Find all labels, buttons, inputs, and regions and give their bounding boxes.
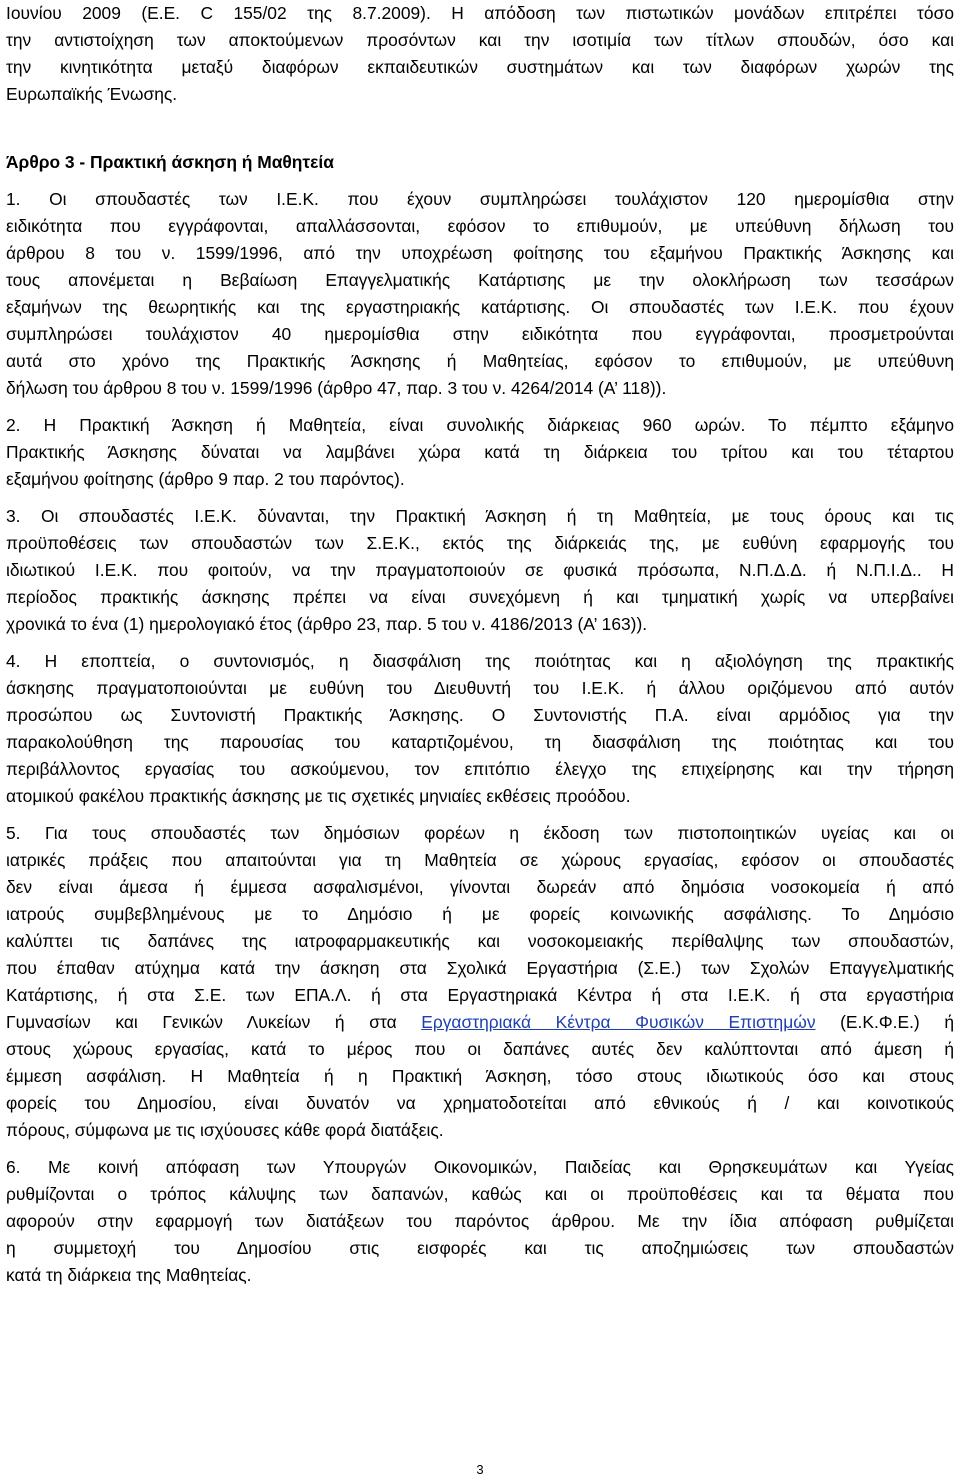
- text-line: πόρους, σύμφωνα με τις ισχύουσες κάθε φορά διατάξεις.: [6, 1120, 444, 1140]
- text-line: την αντιστοίχηση των αποκτούμενων προσόντων και την ισοτιμία των τίτλων σπουδών, όσο και: [6, 30, 954, 50]
- article-heading: Άρθρο 3 - Πρακτική άσκηση ή Μαθητεία: [6, 152, 334, 172]
- text-line: κατά τη διάρκεια της Μαθητείας.: [6, 1265, 252, 1285]
- text-segment: Γυμνασίων και Γενικών Λυκείων ή στα: [6, 1012, 422, 1032]
- text-line: 1. Οι σπουδαστές των Ι.Ε.Κ. που έχουν συμπληρώσει τουλάχιστον 120 ημερομίσθια στην: [6, 189, 954, 209]
- text-line: 4. Η εποπτεία, ο συντονισμός, η διασφάλιση της ποιότητας και η αξιολόγηση της πρακτικής: [6, 651, 954, 671]
- paragraph-5: [6, 820, 954, 1144]
- text-line: προϋποθέσεις των σπουδαστών των Σ.Ε.Κ., εκτός της διάρκειάς της, με ευθύνη εφαρμογής του: [6, 533, 954, 553]
- text-line: δήλωση του άρθρου 8 του ν. 1599/1996 (άρθρο 47, παρ. 3 του ν. 4264/2014 (Α’ 118)).: [6, 378, 667, 398]
- text-line: έμμεση ασφάλιση. Η Μαθητεία ή η Πρακτική Άσκηση, τόσο στους ιδιωτικούς όσο και στους: [6, 1066, 954, 1086]
- text-line: δεν είναι άμεσα ή έμμεσα ασφαλισμένοι, γίνονται δωρεάν από δημόσια νοσοκομεία ή από: [6, 877, 954, 897]
- paragraph-1: [6, 186, 954, 402]
- text-line: ιατρούς συμβεβλημένους με το Δημόσιο ή με φορείς κοινωνικής ασφάλισης. Το Δημόσιο: [6, 904, 954, 924]
- text-line: Ιουνίου 2009 (Ε.Ε. C 155/02 της 8.7.2009). Η απόδοση των πιστωτικών μονάδων επιτρέπει τόσο: [6, 3, 954, 23]
- text-line: συμπληρώσει τουλάχιστον 40 ημερομίσθια στην ειδικότητα που εγγράφονται, προσμετρούνται: [6, 324, 954, 344]
- text-line: αυτά στο χρόνο της Πρακτικής Άσκησης ή Μαθητείας, εφόσον το επιθυμούν, με υπεύθυνη: [6, 351, 954, 371]
- text-line: αφορούν στην εφαρμογή των διατάξεων του παρόντος άρθρου. Με την ίδια απόφαση ρυθμίζεται: [6, 1211, 954, 1231]
- text-line: 3. Οι σπουδαστές Ι.Ε.Κ. δύνανται, την Πρακτική Άσκηση ή τη Μαθητεία, με τους όρους και τις: [6, 506, 954, 526]
- text-line: χρονικά το ένα (1) ημερολογιακό έτος (άρθρο 23, παρ. 5 του ν. 4186/2013 (Α’ 163)).: [6, 614, 648, 634]
- text-line: ιδιωτικού Ι.Ε.Κ. που φοιτούν, να την πραγματοποιούν σε φυσικά πρόσωπα, Ν.Π.Δ.Δ. ή Ν.Π.Ι.Δ.. Η: [6, 560, 954, 580]
- document-page: [6, 0, 954, 1299]
- text-line: την κινητικότητα μεταξύ διαφόρων εκπαιδευτικών συστημάτων και των διαφόρων χωρών της: [6, 57, 954, 77]
- text-line-with-link: [6, 1009, 954, 1036]
- paragraph-3: [6, 503, 954, 638]
- text-line: Ευρωπαϊκής Ένωσης.: [6, 84, 178, 104]
- intro-paragraph: [6, 0, 954, 108]
- text-line: προσώπου ως Συντονιστή Πρακτικής Άσκησης. Ο Συντονιστής Π.Α. είναι αρμόδιος για την: [6, 705, 954, 725]
- text-line: στους χώρους εργασίας, κατά το μέρος που οι δαπάνες αυτές δεν καλύπτονται από άμεση ή: [6, 1039, 954, 1059]
- paragraph-2: [6, 412, 954, 493]
- paragraph-4: [6, 648, 954, 810]
- page-number: 3: [476, 1462, 484, 1477]
- text-line: ειδικότητα που εγγράφονται, απαλλάσσονται, εφόσον το επιθυμούν, με υπεύθυνη δήλωση του: [6, 216, 954, 236]
- text-line: 2. Η Πρακτική Άσκηση ή Μαθητεία, είναι συνολικής διάρκειας 960 ωρών. Το πέμπτο εξάμηνο: [6, 415, 954, 435]
- text-line: περιβάλλοντος εργασίας του ασκούμενου, τον επιτόπιο έλεγχο της επιχείρησης και την τήρηση: [6, 759, 954, 779]
- paragraph-6: [6, 1154, 954, 1289]
- text-line: τους απονέμεται η Βεβαίωση Επαγγελματικής Κατάρτισης με την ολοκλήρωση των τεσσάρων: [6, 270, 954, 290]
- text-line: ρυθμίζονται ο τρόπος κάλυψης των δαπανών, καθώς και οι προϋποθέσεις και τα θέματα που: [6, 1184, 954, 1204]
- text-line: που έπαθαν ατύχημα κατά την άσκηση στα Σχολικά Εργαστήρια (Σ.Ε.) των Σχολών Επαγγελματικής: [6, 958, 954, 978]
- text-line: καλύπτει τις δαπάνες της ιατροφαρμακευτικής και νοσοκομειακής περίθαλψης των σπουδαστών,: [6, 931, 954, 951]
- text-line: η συμμετοχή του Δημοσίου στις εισφορές και τις αποζημιώσεις των σπουδαστών: [6, 1238, 954, 1258]
- text-line: παρακολούθηση της παρουσίας του καταρτιζομένου, τη διασφάλιση της ποιότητας και του: [6, 732, 954, 752]
- text-line: ιατρικές πράξεις που απαιτούνται για τη Μαθητεία σε χώρους εργασίας, εφόσον οι σπουδαστές: [6, 850, 954, 870]
- text-line: εξαμήνου φοίτησης (άρθρο 9 παρ. 2 του παρόντος).: [6, 469, 405, 489]
- text-line: εξαμήνων της θεωρητικής και της εργαστηριακής κατάρτισης. Οι σπουδαστές των Ι.Ε.Κ. που έχουν: [6, 297, 954, 317]
- text-line: άρθρου 8 του ν. 1599/1996, από την υποχρέωση φοίτησης του εξαμήνου Πρακτικής Άσκησης και: [6, 243, 954, 263]
- text-line: περίοδος πρακτικής άσκησης πρέπει να είναι συνεχόμενη ή και τμηματική χωρίς να υπερβαίνει: [6, 587, 954, 607]
- text-line: φορείς του Δημοσίου, είναι δυνατόν να χρηματοδοτείται από εθνικούς ή / και κοινοτικούς: [6, 1093, 954, 1113]
- text-line: ατομικού φακέλου πρακτικής άσκησης με τις σχετικές μηνιαίες εκθέσεις προόδου.: [6, 786, 631, 806]
- text-segment: (Ε.Κ.Φ.Ε.) ή: [815, 1012, 954, 1032]
- text-line: 6. Με κοινή απόφαση των Υπουργών Οικονομικών, Παιδείας και Θρησκευμάτων και Υγείας: [6, 1157, 954, 1177]
- text-line: 5. Για τους σπουδαστές των δημόσιων φορέων η έκδοση των πιστοποιητικών υγείας και οι: [6, 823, 954, 843]
- text-line: Κατάρτισης, ή στα Σ.Ε. των ΕΠΑ.Λ. ή στα Εργαστηριακά Κέντρα ή στα Ι.Ε.Κ. ή στα εργαστήρια: [6, 985, 954, 1005]
- ekfe-link[interactable]: Εργαστηριακά Κέντρα Φυσικών Επιστημών: [421, 1012, 816, 1032]
- text-line: άσκησης πραγματοποιούνται με ευθύνη του Διευθυντή του Ι.Ε.Κ. ή άλλου οριζόμενου από αυτόν: [6, 678, 954, 698]
- text-line: Πρακτικής Άσκησης δύναται να λαμβάνει χώρα κατά τη διάρκεια του τρίτου και του τέταρτου: [6, 442, 954, 462]
